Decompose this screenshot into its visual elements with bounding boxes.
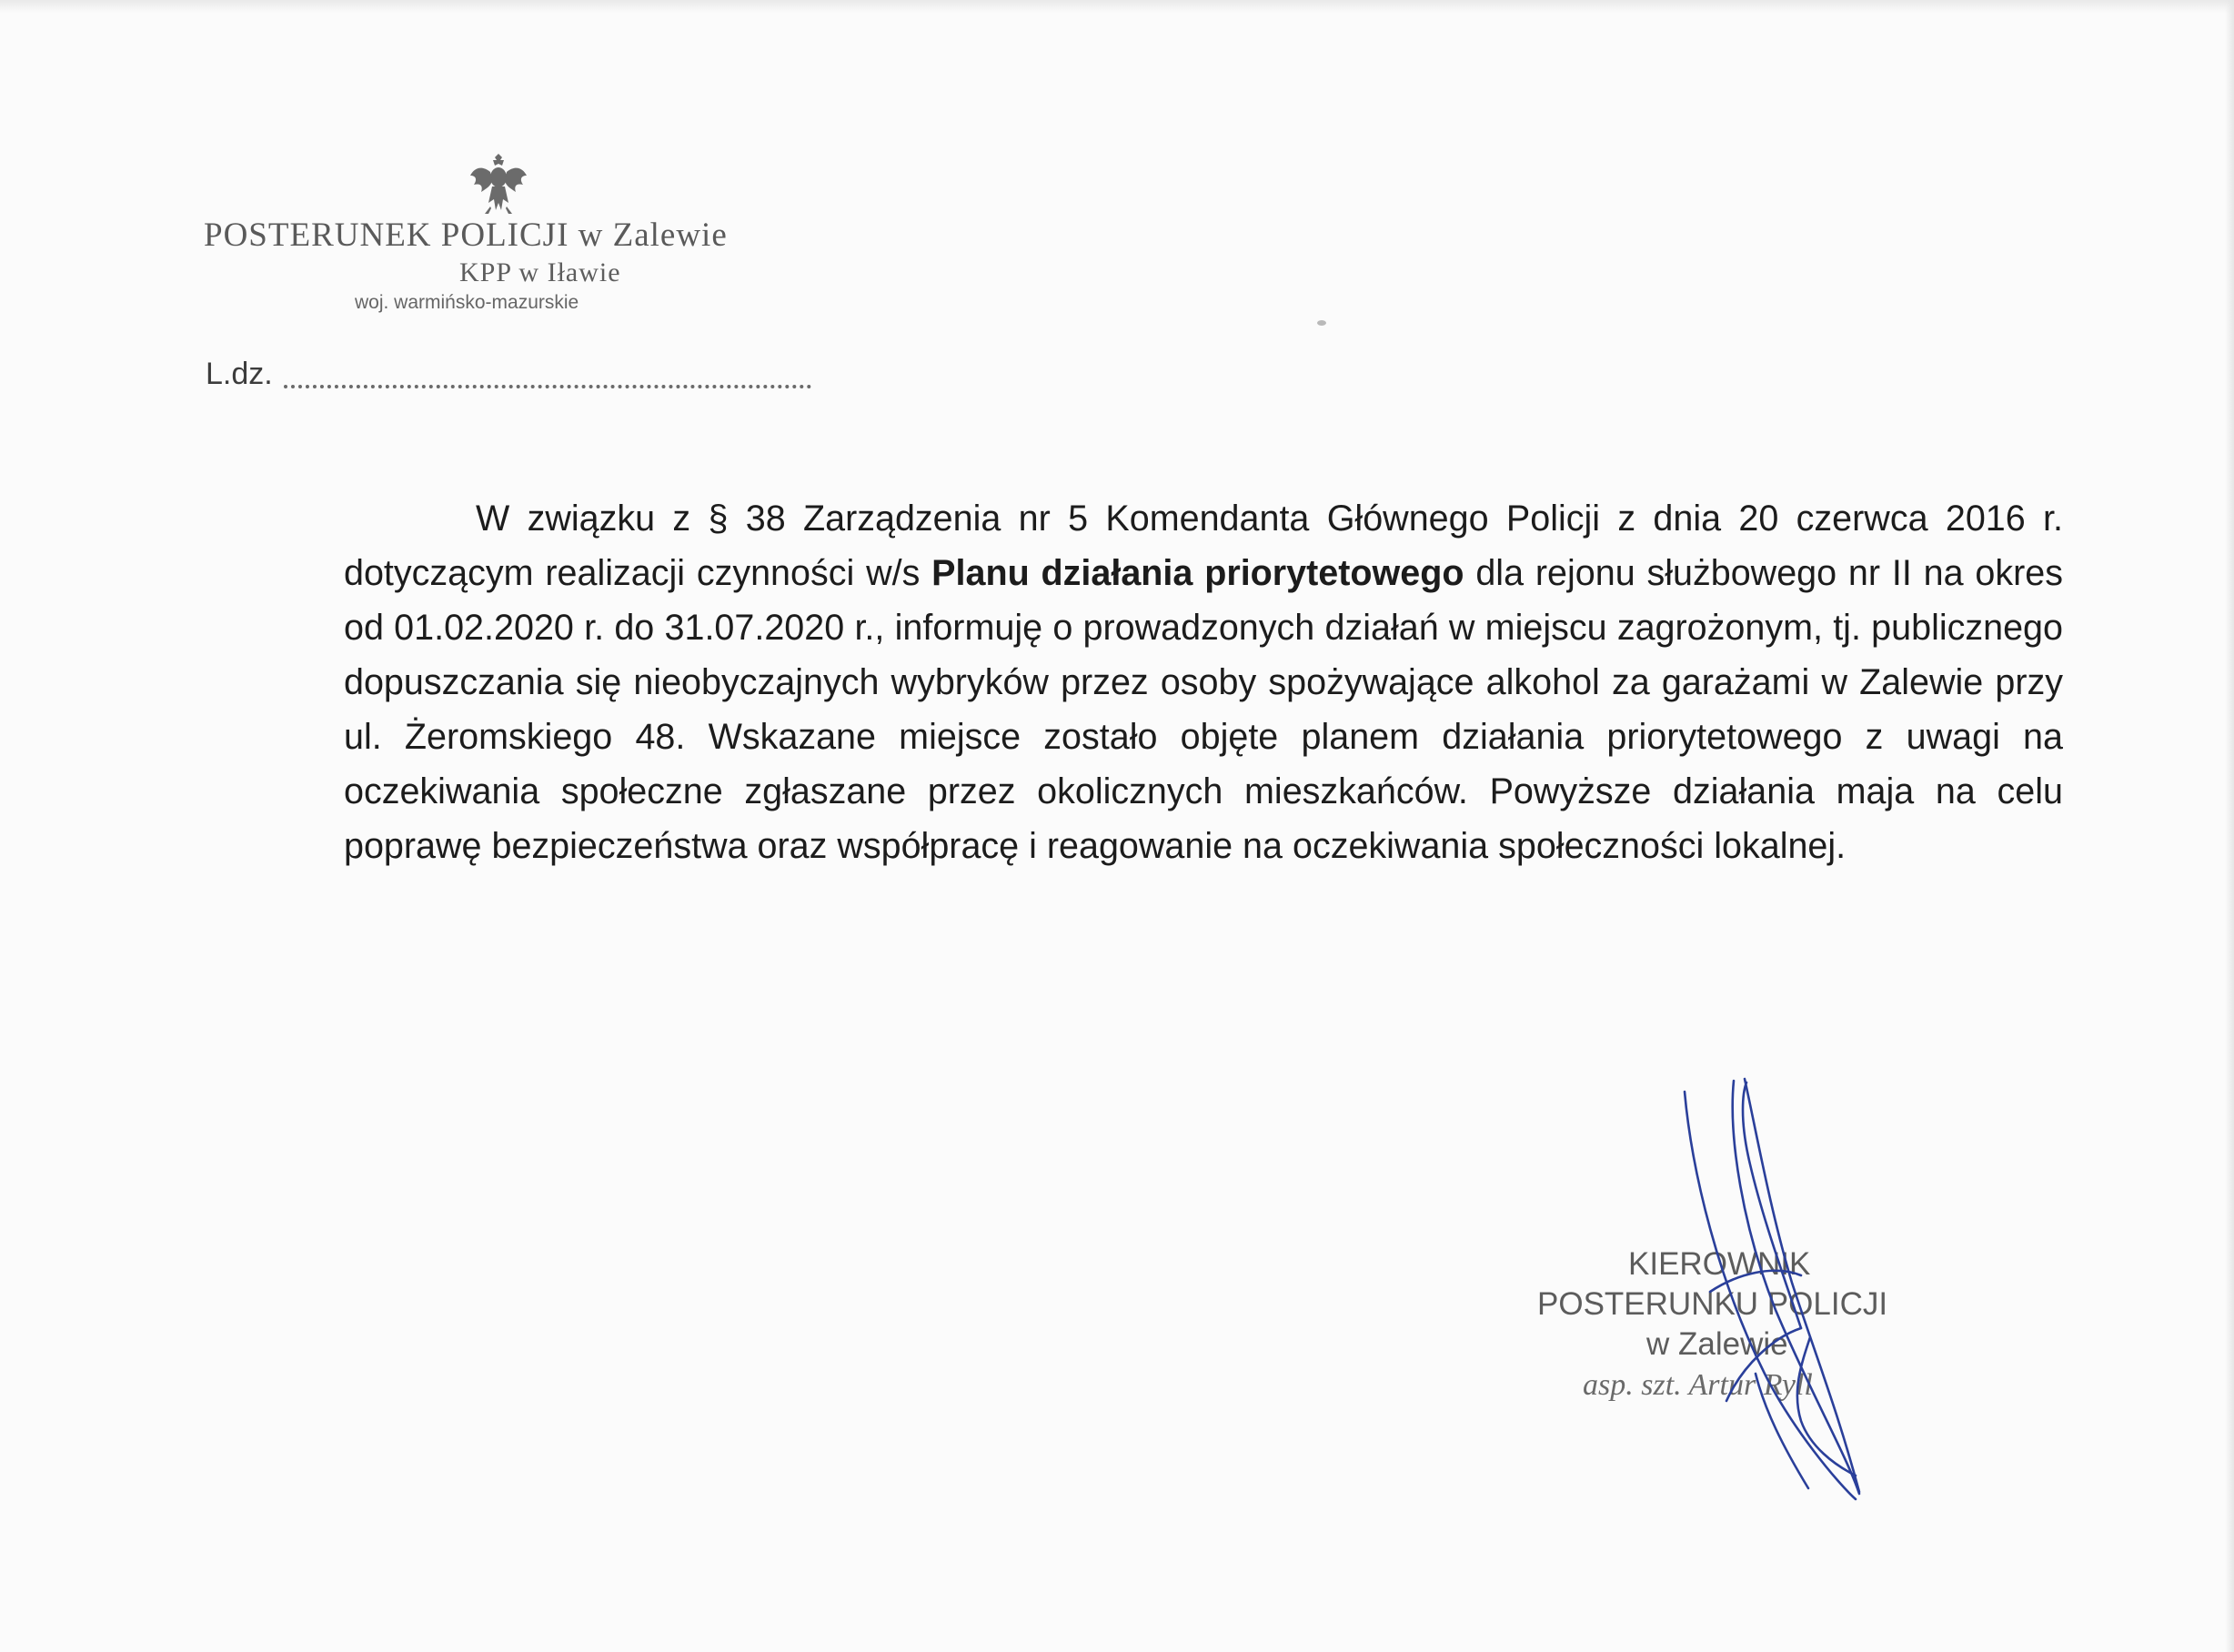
handwritten-signature [1655,1064,1892,1519]
stamp-title: KIEROWNIK [1628,1246,1811,1282]
scan-speck [1317,320,1326,326]
stamp-parent-unit: KPP w Iławie [459,257,621,287]
body-text-bold: Planu działania priorytetowego [931,553,1464,593]
stamp-voivodeship: woj. warmińsko-mazurskie [355,292,579,313]
eagle-emblem-icon [468,150,528,219]
body-text-part1: W związku z § 38 Zarządzenia nr 5 Komendanta Głównego Policji z dnia 20 czerwca 2016 r. dotyczącym realizacji czynności w/s [344,499,2063,593]
body-text-part2: dla rejonu służbowego nr II na okres od 01.02.2020 r. do 31.07.2020 r., informuję o prowadzonych działań w miejscu zagrożonym, tj. publicznego dopuszczania się nieobyczajnych wybryków przez osoby spożywające alkohol za garażami w Zalewie przy ul. Żeromskiego 48. Wskazane miejsce zostało objęte planem działania priorytetowego z uwagi na oczekiwania społeczne zgłaszane przez okolicznych mieszkańców. Powyższe działania maja na celu poprawę bezpieczeństwa oraz współpracę i reagowanie na oczekiwania społeczności lokalnej. [344,553,2063,866]
stamp-office: POSTERUNKU POLICJI [1537,1286,1888,1322]
letter-body [344,491,2063,873]
reference-dotted-line [284,367,811,388]
stamp-location: w Zalewie [1646,1326,1788,1362]
reference-label: L.dz. [206,357,273,391]
stamp-signatory: asp. szt. Artur Ryll [1583,1368,1813,1402]
scan-edge-top [0,0,2234,13]
stamp-unit-name: POSTERUNEK POLICJI w Zalewie [204,217,728,254]
scan-edge-right [2225,0,2234,1652]
